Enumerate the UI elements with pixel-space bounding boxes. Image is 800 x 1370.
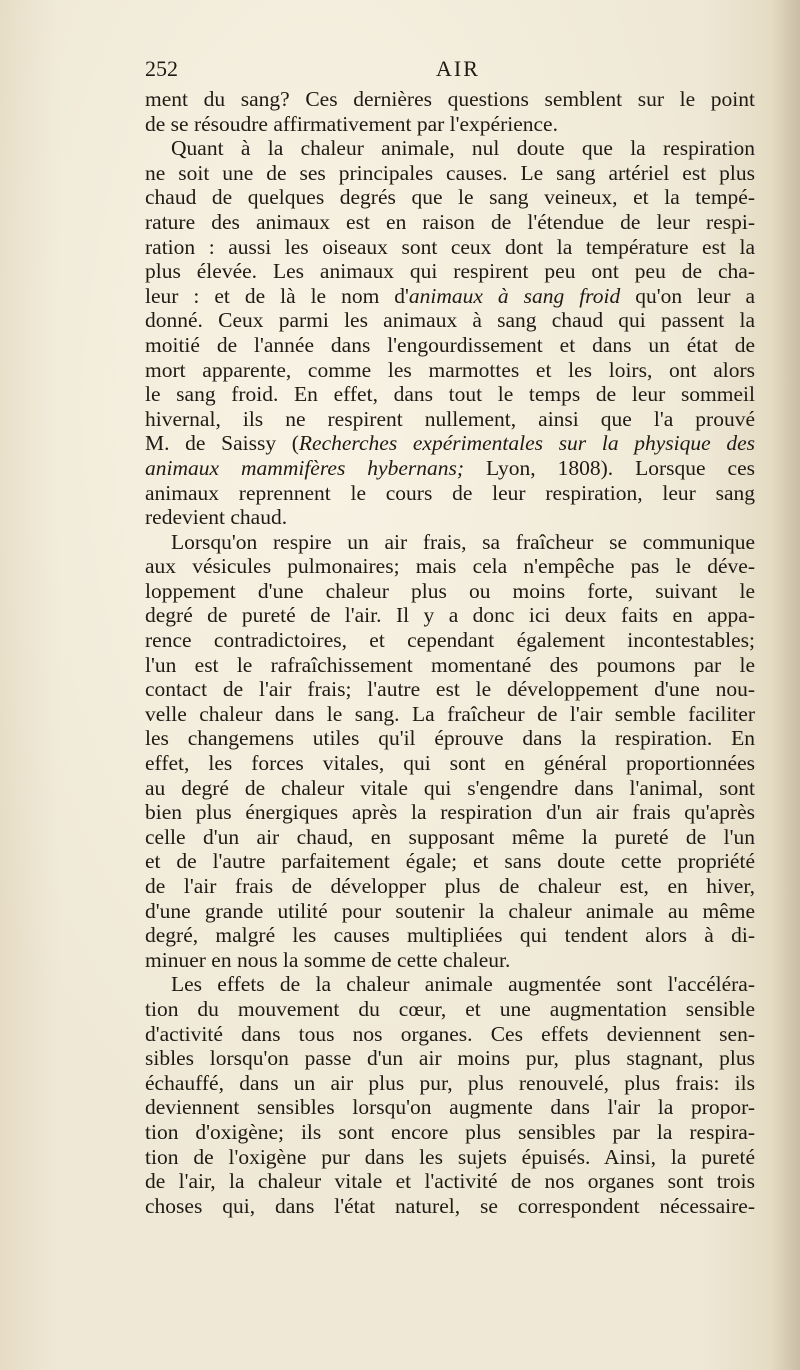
text-line: tion du mouvement du cœur, et une augmentation sensible xyxy=(145,996,755,1021)
text-line: minuer en nous la somme de cette chaleur. xyxy=(145,947,511,972)
text-line: loppement d'une chaleur plus ou moins forte, suivant le xyxy=(145,578,755,603)
text-line: d'une grande utilité pour soutenir la chaleur animale au même xyxy=(145,898,755,923)
running-title: AIR xyxy=(436,56,480,81)
text-line xyxy=(145,456,755,481)
text-line xyxy=(145,431,755,456)
page-header xyxy=(145,56,755,86)
text-line: celle d'un air chaud, en supposant même la pureté de l'un xyxy=(145,824,755,849)
text-line: et de l'autre parfaitement égale; et sans doute cette propriété xyxy=(145,849,755,874)
body-text xyxy=(145,87,755,1218)
text-line: hivernal, ils ne respirent nullement, ainsi que l'a prouvé xyxy=(145,406,755,431)
line-text: M. de Saissy ( xyxy=(145,431,299,456)
text-line xyxy=(145,284,755,309)
text-line: tion d'oxigène; ils sont encore plus sensibles par la respira- xyxy=(145,1119,755,1144)
italic-citation: Recherches expérimentales sur la physique des xyxy=(298,431,755,456)
text-line: contact de l'air frais; l'autre est le développement d'une nou- xyxy=(145,677,755,702)
page-edge-shadow xyxy=(770,0,800,1370)
line-text: Lyon, 1808). Lorsque ces xyxy=(464,455,755,480)
text-line: sibles lorsqu'on passe d'un air moins pur, plus stagnant, plus xyxy=(145,1046,755,1071)
text-line: chaud de quelques degrés que le sang veineux, et la tempé- xyxy=(145,185,755,210)
text-line: de se résoudre affirmativement par l'expérience. xyxy=(145,111,558,136)
text-line: moitié de l'année dans l'engourdissement et dans un état de xyxy=(145,332,755,357)
paragraph-first-line: Les effets de la chaleur animale augmentée sont l'accéléra- xyxy=(171,972,755,997)
text-line: animaux reprennent le cours de leur respiration, leur sang xyxy=(145,480,755,505)
text-line: choses qui, dans l'état naturel, se correspondent nécessaire- xyxy=(145,1193,755,1218)
text-line: tion de l'oxigène pur dans les sujets épuisés. Ainsi, la pureté xyxy=(145,1144,755,1169)
italic-term: animaux à sang froid xyxy=(408,283,621,308)
text-line: rence contradictoires, et cependant également incontestables; xyxy=(145,628,755,653)
text-line: ne soit une de ses principales causes. Le sang artériel est plus xyxy=(145,160,755,185)
text-line: plus élevée. Les animaux qui respirent peu ont peu de cha- xyxy=(145,259,755,284)
text-line: l'un est le rafraîchissement momentané des poumons par le xyxy=(145,652,755,677)
text-line: bien plus énergiques après la respiration d'un air frais qu'après xyxy=(145,800,755,825)
text-line: mort apparente, comme les marmottes et les loirs, ont alors xyxy=(145,357,755,382)
text-line: aux vésicules pulmonaires; mais cela n'empêche pas le déve- xyxy=(145,554,755,579)
text-line: au degré de chaleur vitale qui s'engendre dans l'animal, sont xyxy=(145,775,755,800)
line-text: leur : et de là le nom d' xyxy=(145,283,409,308)
text-line: effet, les forces vitales, qui sont en général proportionnées xyxy=(145,751,755,776)
text-line: échauffé, dans un air plus pur, plus renouvelé, plus frais: ils xyxy=(145,1070,755,1095)
text-line: degré de pureté de l'air. Il y a donc ici deux faits en appa- xyxy=(145,603,755,628)
text-line: deviennent sensibles lorsqu'on augmente dans l'air la propor- xyxy=(145,1095,755,1120)
text-line: degré, malgré les causes multipliées qui tendent alors à di- xyxy=(145,923,755,948)
text-line: le sang froid. En effet, dans tout le temps de leur sommeil xyxy=(145,382,755,407)
text-line: rature des animaux est en raison de l'étendue de leur respi- xyxy=(145,209,755,234)
italic-citation: animaux mammifères hybernans; xyxy=(145,455,465,480)
text-line: redevient chaud. xyxy=(145,505,288,530)
paragraph-first-line: Lorsqu'on respire un air frais, sa fraîcheur se communique xyxy=(171,529,755,554)
text-line: velle chaleur dans le sang. La fraîcheur de l'air semble faciliter xyxy=(145,701,755,726)
line-text: qu'on leur a xyxy=(620,283,755,308)
text-line: les changemens utiles qu'il éprouve dans la respiration. En xyxy=(145,726,755,751)
text-line: d'activité dans tous nos organes. Ces effets deviennent sen- xyxy=(145,1021,755,1046)
text-line: de l'air frais de développer plus de chaleur est, en hiver, xyxy=(145,874,755,898)
text-line: ment du sang? Ces dernières questions semblent sur le point xyxy=(145,87,755,111)
paragraph-first-line: Quant à la chaleur animale, nul doute que la respiration xyxy=(171,136,755,161)
text-line: ration : aussi les oiseaux sont ceux dont la température est la xyxy=(145,234,755,259)
text-line: donné. Ceux parmi les animaux à sang chaud qui passent la xyxy=(145,308,755,333)
page-number: 252 xyxy=(145,56,178,81)
text-line: de l'air, la chaleur vitale et l'activité de nos organes sont trois xyxy=(145,1169,755,1194)
